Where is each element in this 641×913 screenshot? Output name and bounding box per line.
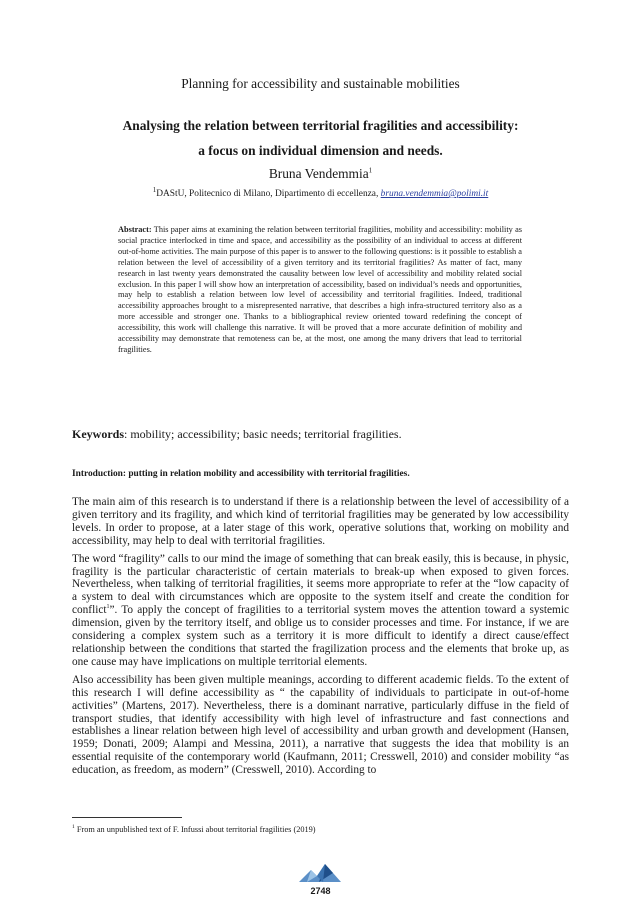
affiliation-text: DAStU, Politecnico di Milano, Dipartimento di eccellenza, xyxy=(156,189,381,199)
author-line xyxy=(0,166,641,182)
footnote-divider xyxy=(72,817,182,818)
footnote-text: From an unpublished text of F. Infussi about territorial fragilities (2019) xyxy=(74,825,316,834)
conference-logo-icon xyxy=(297,860,343,884)
keywords-label: Keywords xyxy=(72,427,124,441)
paragraph xyxy=(72,553,569,669)
footnote-reference[interactable]: 1 xyxy=(106,604,110,611)
paragraph-text: ”. To apply the concept of fragilities to a territorial system moves the attention toward a systemic dimension, given by the territory itself, and oblige us to consider processes and time. For instance, if we are considering a complex system such as a territory it is more difficult to identify a direct cause/effect relationship between the conditions that started the fragilization process and the elements that broke up, as one cause may have implications on multiple territorial elements. xyxy=(72,604,569,668)
section-heading: Introduction: putting in relation mobility and accessibility with territorial fragilities. xyxy=(72,469,410,479)
paragraph: The main aim of this research is to understand if there is a relationship between the level of accessibility of a given territory and its fragility, and which kind of territorial fragilities may be generated by low accessibility levels. In order to propose, at a later stage of this work, operative solutions that, working on mobility and accessibility, may help to deal with territorial fragilities. xyxy=(72,496,569,547)
affiliation-mark: 1 xyxy=(152,185,157,194)
page-number: 2748 xyxy=(310,886,331,896)
abstract-label: Abstract: xyxy=(118,225,152,234)
keywords xyxy=(72,427,572,442)
paper-title-line-1: Analysing the relation between territorial fragilities and accessibility: xyxy=(122,118,519,133)
paper-title-line-2: a focus on individual dimension and needs. xyxy=(198,143,443,158)
paragraph-text: The word “fragility” calls to our mind the image of something that can break easily, this is because, in physic, fragility is the particular characteristic of certain materials to break-up when exposed to given forces. Nevertheless, when talking of territorial fragilities, it seems more appropriate to refer at the “low capacity of a system to deal with circumstances which are opposite to the system itself and create the condition for conflict xyxy=(72,552,569,617)
keywords-text: : mobility; accessibility; basic needs; territorial fragilities. xyxy=(124,427,402,441)
author-name: Bruna Vendemmia xyxy=(268,166,369,181)
footnote xyxy=(72,825,572,834)
abstract-text: This paper aims at examining the relation between territorial fragilities, mobility and accessibility: mobility as social practice interlocked in time and space, and accessibility as the possibility of an individual to access at different out-of-home activities. The main purpose of this paper is to answer to the following questions: is it possible to establish a relation between the level of accessibility of a given territory and its territorial fragilities? As matter of fact, many research in last twenty years demonstrated the causality between low level of accessibility and mobility related social exclusion. In this paper I will show how an interpretation of accessibility, based on individual’s needs and opportunities, may help to establish a relation between low level of accessibility and territorial fragilities. Indeed, traditional accessibility approaches brought to a misrepresented narrative, that describes a high infra-structured territory also as a more accessible and stronger one. Thanks to a bibliographical review oriented toward redefining the concept of accessibility, this work will challenge this narrative. It will be proved that a more accurate definition of mobility and accessibility may demonstrate that remoteness can be, at the most, one among the many drivers that lead to territorial fragilities. xyxy=(118,225,522,354)
author-email-link[interactable]: bruna.vendemmia@polimi.it xyxy=(380,189,489,199)
affiliation xyxy=(0,185,641,199)
author-footnote-mark: 1 xyxy=(368,166,373,175)
running-head: Planning for accessibility and sustainable mobilities xyxy=(181,76,460,91)
abstract xyxy=(118,225,522,356)
footnote-mark: 1 xyxy=(72,824,75,831)
body-text xyxy=(72,496,569,782)
paragraph: Also accessibility has been given multiple meanings, according to different academic fields. To the extent of this research I will define accessibility as “ the capability of individuals to participate in out-of-home activities” (Martens, 2017). Nevertheless, there is a dominant narrative, particularly diffuse in the field of transport studies, that identify accessibility with high level of infrastructure and fast connections and establishes a linear relation between high level of accessibility and urban growth and development (Hansen, 1959; Donati, 2009; Alampi and Messina, 2011), a narrative that suggests the idea that mobility is an essential requisite of the contemporary world (Kaufmann, 2011; Cresswell, 2010) and consider mobility “as education, as freedom, as modern” (Cresswell, 2010). According to xyxy=(72,673,569,777)
